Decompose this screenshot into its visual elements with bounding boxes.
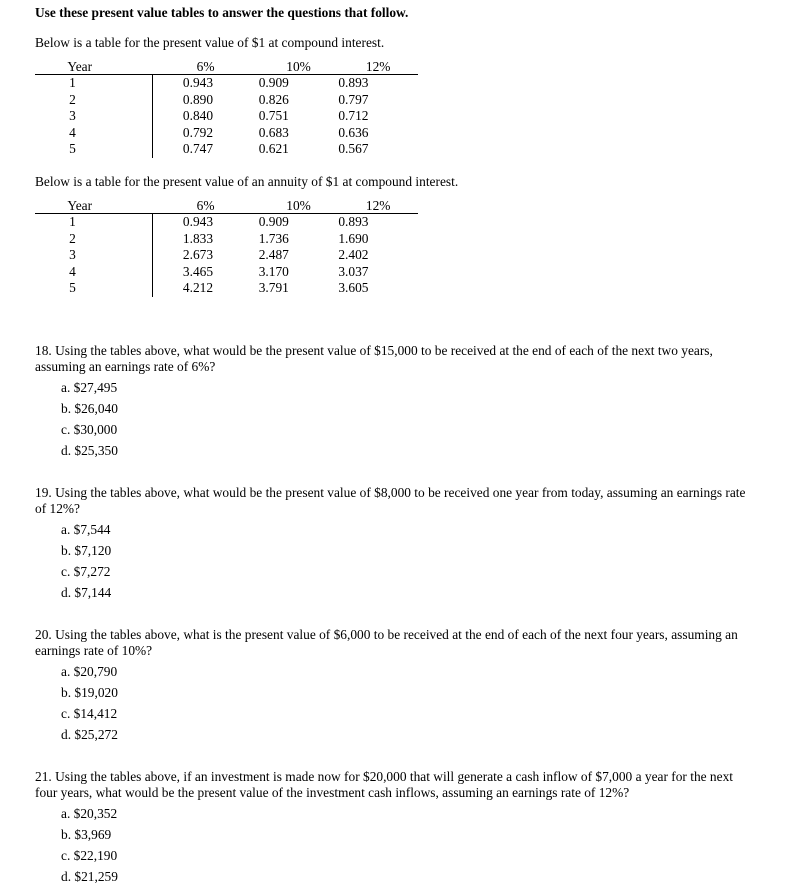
cell-12pct: 0.636 (338, 124, 369, 140)
table-row (35, 280, 418, 297)
cell-6pct: 0.890 (182, 91, 214, 107)
choice-c: c. $22,190 (61, 847, 118, 863)
cell-6pct: 3.465 (182, 263, 214, 279)
cell-6pct: 0.943 (182, 213, 214, 229)
table-row (35, 108, 418, 125)
cell-12pct: 2.402 (338, 247, 369, 263)
cell-6pct: 1.833 (182, 230, 214, 246)
question-text: 20. Using the tables above, what is the present value of $6,000 to be received at the end of each of the next four years, assuming an earnings rate of 10%? (35, 626, 738, 658)
header-6pct: 6% (152, 59, 258, 75)
cell-6pct: 0.943 (182, 75, 214, 90)
question-21 (35, 769, 765, 887)
cell-10pct: 2.487 (258, 247, 289, 263)
document-page (35, 5, 765, 887)
choice-b: b. $7,120 (61, 542, 112, 558)
choice-d: d. $25,272 (61, 726, 118, 742)
cell-year: 2 (35, 231, 152, 248)
cell-year: 3 (35, 247, 152, 264)
header-12pct: 12% (338, 59, 418, 75)
table2-body (35, 213, 418, 296)
table2-block (35, 198, 765, 297)
cell-12pct: 0.797 (338, 91, 369, 107)
cell-10pct: 0.909 (258, 75, 289, 90)
cell-12pct: 1.690 (338, 230, 369, 246)
cell-10pct: 0.826 (258, 91, 289, 107)
choice-c: c. $30,000 (61, 421, 118, 437)
cell-6pct: 0.840 (182, 108, 214, 124)
table1-body (35, 75, 418, 158)
cell-12pct: 0.712 (338, 108, 369, 124)
question-20 (35, 627, 765, 745)
pv-table (35, 59, 418, 158)
cell-year: 5 (35, 141, 152, 158)
question-text: 19. Using the tables above, what would be the present value of $8,000 to be received one year from today, assuming an earnings rate of 12%? (35, 484, 746, 516)
cell-year: 5 (35, 280, 152, 297)
table-header-row (35, 198, 418, 214)
cell-year: 1 (35, 75, 152, 92)
table2-intro: Below is a table for the present value of an annuity of $1 at compound interest. (35, 173, 459, 189)
cell-12pct: 3.037 (338, 263, 369, 279)
cell-year: 3 (35, 108, 152, 125)
cell-12pct: 0.893 (338, 213, 369, 229)
page-heading: Use these present value tables to answer the questions that follow. (35, 5, 409, 20)
cell-6pct: 2.673 (182, 247, 214, 263)
table1-block (35, 59, 765, 158)
question-19 (35, 485, 765, 603)
header-10pct: 10% (259, 59, 339, 75)
choice-a: a. $20,352 (61, 805, 118, 821)
choice-a: a. $7,544 (61, 521, 111, 537)
table-row (35, 231, 418, 248)
table-header-row (35, 59, 418, 75)
cell-10pct: 3.170 (258, 263, 289, 279)
choice-list (35, 377, 765, 461)
cell-10pct: 0.621 (258, 141, 289, 157)
table-row (35, 75, 418, 92)
cell-6pct: 0.747 (182, 141, 214, 157)
cell-year: 4 (35, 125, 152, 142)
question-text: 21. Using the tables above, if an investment is made now for $20,000 that will generate a cash inflow of $7,000 a year for the next four years, what would be the present value of the investment cash inflows, assuming an earnings rate of 12%? (35, 768, 733, 800)
table-row (35, 213, 418, 230)
cell-year: 2 (35, 92, 152, 109)
cell-10pct: 3.791 (258, 280, 289, 296)
choice-d: d. $21,259 (61, 868, 118, 884)
cell-10pct: 0.909 (258, 213, 289, 229)
choice-a: a. $27,495 (61, 379, 118, 395)
header-6pct: 6% (152, 198, 258, 214)
cell-year: 1 (35, 213, 152, 230)
question-text: 18. Using the tables above, what would be the present value of $15,000 to be received at the end of each of the next two years, assuming an earnings rate of 6%? (35, 342, 713, 374)
choice-a: a. $20,790 (61, 663, 118, 679)
header-12pct: 12% (338, 198, 418, 214)
cell-6pct: 0.792 (182, 124, 214, 140)
cell-10pct: 0.751 (258, 108, 289, 124)
cell-6pct: 4.212 (182, 280, 214, 296)
cell-10pct: 0.683 (258, 124, 289, 140)
choice-list (35, 803, 765, 887)
header-10pct: 10% (259, 198, 339, 214)
choice-b: b. $3,969 (61, 826, 112, 842)
header-year: Year (35, 59, 152, 75)
table-row (35, 247, 418, 264)
choice-c: c. $14,412 (61, 705, 118, 721)
cell-12pct: 0.893 (338, 75, 369, 90)
table-row (35, 264, 418, 281)
choice-d: d. $7,144 (61, 584, 112, 600)
annuity-table (35, 198, 418, 297)
question-18 (35, 343, 765, 461)
cell-year: 4 (35, 264, 152, 281)
choice-list (35, 519, 765, 603)
choice-b: b. $26,040 (61, 400, 118, 416)
table1-intro: Below is a table for the present value of $1 at compound interest. (35, 35, 385, 50)
choice-b: b. $19,020 (61, 684, 118, 700)
cell-12pct: 3.605 (338, 280, 369, 296)
choice-d: d. $25,350 (61, 442, 118, 458)
table-row (35, 92, 418, 109)
choice-c: c. $7,272 (61, 563, 111, 579)
table-row (35, 125, 418, 142)
cell-10pct: 1.736 (258, 230, 289, 246)
table-row (35, 141, 418, 158)
cell-12pct: 0.567 (338, 141, 369, 157)
header-year: Year (35, 198, 152, 214)
choice-list (35, 661, 765, 745)
